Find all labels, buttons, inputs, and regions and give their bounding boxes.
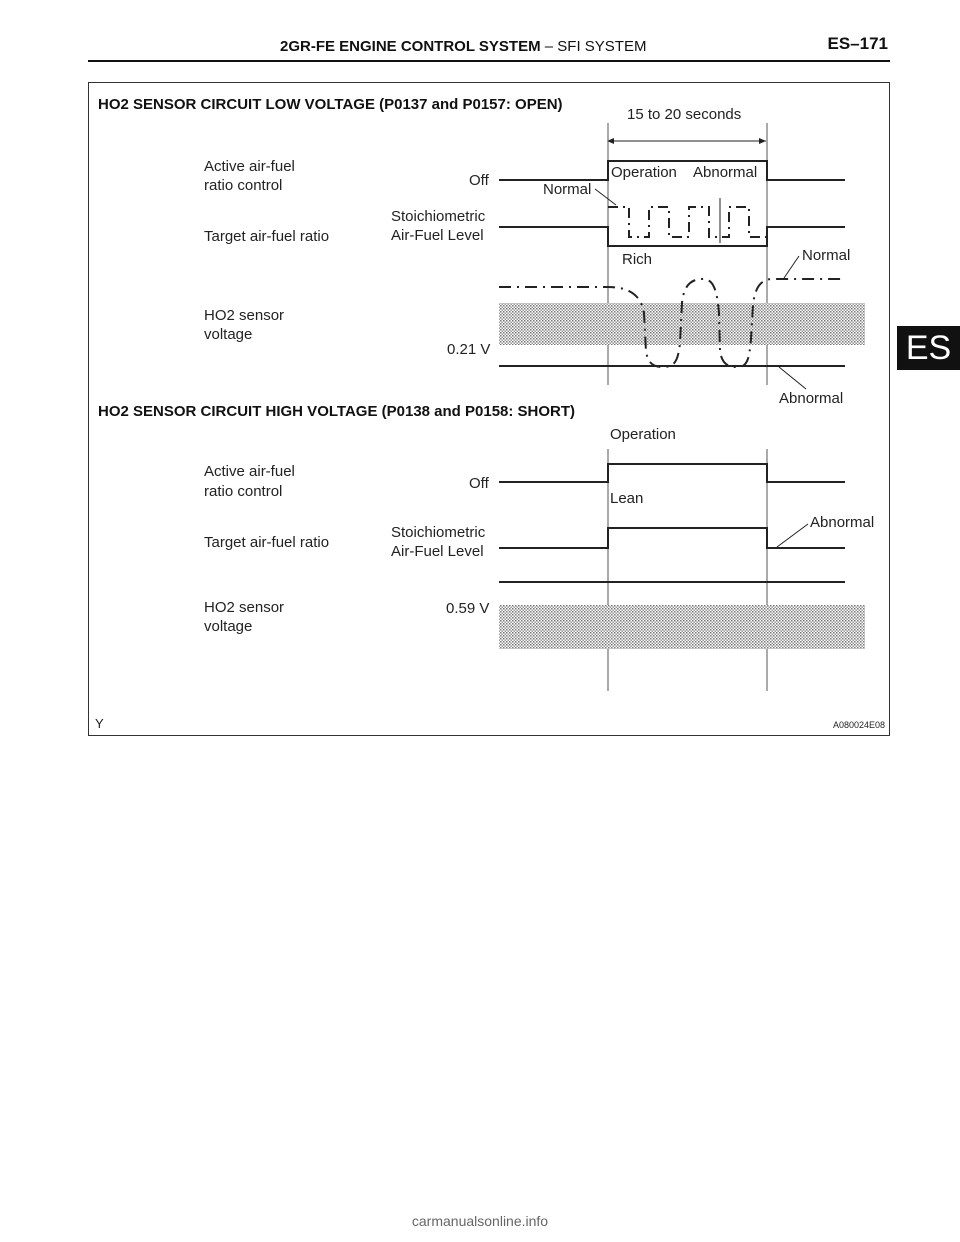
figure-code: A080024E08 [832, 720, 885, 730]
low-rich-label: Rich [622, 251, 653, 268]
page-number: ES–171 [827, 34, 888, 53]
low-row1-label-2: ratio control [204, 177, 283, 194]
low-abnormal-bottom-leader [779, 367, 806, 389]
low-normal-left-label: Normal [543, 181, 592, 198]
low-voltage-heading: HO2 SENSOR CIRCUIT LOW VOLTAGE (P0137 and P0157: OPEN) [98, 96, 563, 113]
low-row2-label: Target air-fuel ratio [204, 228, 330, 245]
timing-diagram [89, 83, 891, 737]
high-row2-label: Target air-fuel ratio [204, 534, 330, 551]
low-voltage-value: 0.21 V [447, 341, 491, 358]
high-target-ratio-signal [499, 528, 845, 548]
low-normal-left-leader [595, 189, 616, 205]
site-footer: carmanualsonline.info [411, 1213, 549, 1229]
high-operation-label: Operation [610, 426, 676, 443]
low-abnormal-top-label: Abnormal [693, 164, 758, 181]
high-voltage-value: 0.59 V [446, 600, 490, 617]
page-header [88, 30, 890, 62]
high-row3-label-1: HO2 sensor [204, 599, 285, 616]
low-row3-label-1: HO2 sensor [204, 307, 285, 324]
low-abnormal-bottom-label: Abnormal [779, 390, 844, 407]
high-abnormal-label: Abnormal [810, 514, 875, 531]
high-voltage-hatched-band [499, 605, 865, 649]
high-voltage-heading: HO2 SENSOR CIRCUIT HIGH VOLTAGE (P0138 and P0158: SHORT) [98, 403, 576, 420]
low-off-label: Off [469, 172, 489, 189]
high-row3-label-2: voltage [204, 618, 253, 635]
low-normal-right-label: Normal [802, 247, 851, 264]
high-lean-label: Lean [610, 490, 644, 507]
high-off-label: Off [469, 475, 489, 492]
high-row1-label-1: Active air-fuel [204, 463, 295, 480]
header-title: 2GR-FE ENGINE CONTROL SYSTEM – SFI SYSTEM [280, 38, 647, 55]
high-stoich-label-2: Air-Fuel Level [391, 543, 484, 560]
timing-diagram-figure [88, 82, 890, 736]
low-operation-label: Operation [611, 164, 677, 181]
high-control-signal [499, 464, 845, 482]
duration-label: 15 to 20 seconds [627, 106, 742, 123]
low-stoich-label-2: Air-Fuel Level [391, 227, 484, 244]
high-row1-label-2: ratio control [204, 483, 283, 500]
low-stoich-label-1: Stoichiometric [391, 208, 486, 225]
high-stoich-label-1: Stoichiometric [391, 524, 486, 541]
low-target-ratio-normal-dashed [608, 207, 767, 237]
low-normal-right-leader [784, 256, 799, 278]
low-row1-label-1: Active air-fuel [204, 158, 295, 175]
low-row3-label-2: voltage [204, 326, 253, 343]
high-abnormal-leader [777, 524, 808, 547]
section-tab: ES [897, 326, 960, 370]
figure-left-mark: Y [95, 716, 104, 731]
